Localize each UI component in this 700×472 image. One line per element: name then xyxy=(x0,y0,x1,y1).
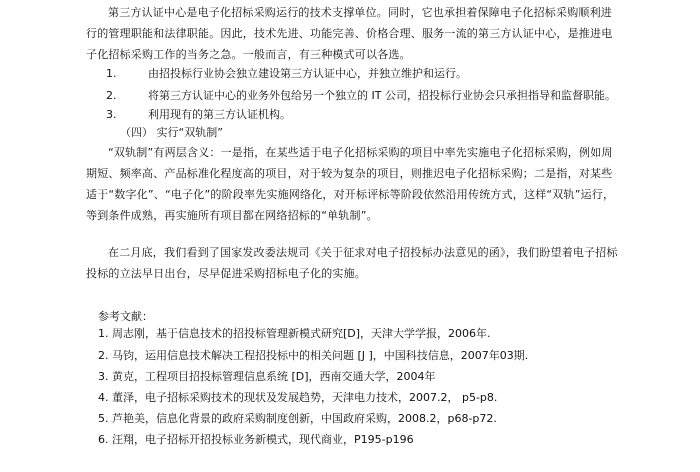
mode-text: 利用现有的第三方认证机构。 xyxy=(148,108,291,121)
mode-number: 3. xyxy=(106,108,117,121)
references-heading: 参考文献： xyxy=(98,310,153,323)
mode-text: 由招投标行业协会独立建设第三方认证中心，并独立维护和运行。 xyxy=(148,67,467,80)
mode-number: 1. xyxy=(106,67,117,80)
reference-item: 3. 黄克，工程项目招投标管理信息系统 [D]，西南交通大学，2004年 xyxy=(98,370,436,383)
reference-item: 2. 马钧，运用信息技术解决工程招投标中的相关问题 [J ]，中国科技信息，2007年03期. xyxy=(98,349,529,362)
section-heading: （四） 实行“双轨制” xyxy=(120,126,223,139)
mode-text: 将第三方认证中心的业务外包给另一个独立的 IT 公司，招投标行业协会只承担指导和监督职能。 xyxy=(148,89,616,102)
reference-item: 1. 周志刚，基于信息技术的招投标管理新模式研究[D]，天津大学学报，2006年. xyxy=(98,327,491,340)
reference-item: 6. 汪翔，电子招标开招投标业务新模式，现代商业，P195-p196 xyxy=(98,433,414,446)
mode-item-2 xyxy=(106,86,616,106)
dual-track-paragraph: “双轨制”有两层含义：一是指，在某些适于电子化招标采购的项目中率先实施电子化招标采购，例如周期短、频率高、产品标准化程度高的项目，对于较为复杂的项目，则推迟电子化招标采购；二是指，对某些适于“数字化”、“电子化”的阶段率先实施网络化，对开标评标等阶段依然沿用传统方式，这样“双轨”运行，等到条件成熟，再实施所有项目都在网络招标的“单轨制”。 xyxy=(86,146,615,222)
mode-item-1 xyxy=(106,64,467,84)
mode-item-3 xyxy=(106,105,291,125)
reference-item: 5. 芦艳美，信息化背景的政府采购制度创新，中国政府采购，2008.2，p68-p72. xyxy=(98,412,497,425)
closing-paragraph: 在二月底，我们看到了国家发改委法规司《关于征求对电子招投标办法意见的函》，我们盼望着电子招标投标的立法早日出台，尽早促进采购招标电子化的实施。 xyxy=(86,246,618,280)
intro-paragraph: 第三方认证中心是电子化招标采购运行的技术支撑单位。同时，它也承担着保障电子化招标采购顺利进行的管理职能和法律职能。因此，技术先进、功能完善、价格合理、服务一流的第三方认证中心，是推进电子化招标采购工作的当务之急。一般而言，有三种模式可以各选。 xyxy=(86,6,613,61)
reference-item: 4. 董泽，电子招标采购技术的现状及发展趋势，天津电力技术，2007.2， p5-p8. xyxy=(98,391,498,404)
mode-number: 2. xyxy=(106,89,117,102)
